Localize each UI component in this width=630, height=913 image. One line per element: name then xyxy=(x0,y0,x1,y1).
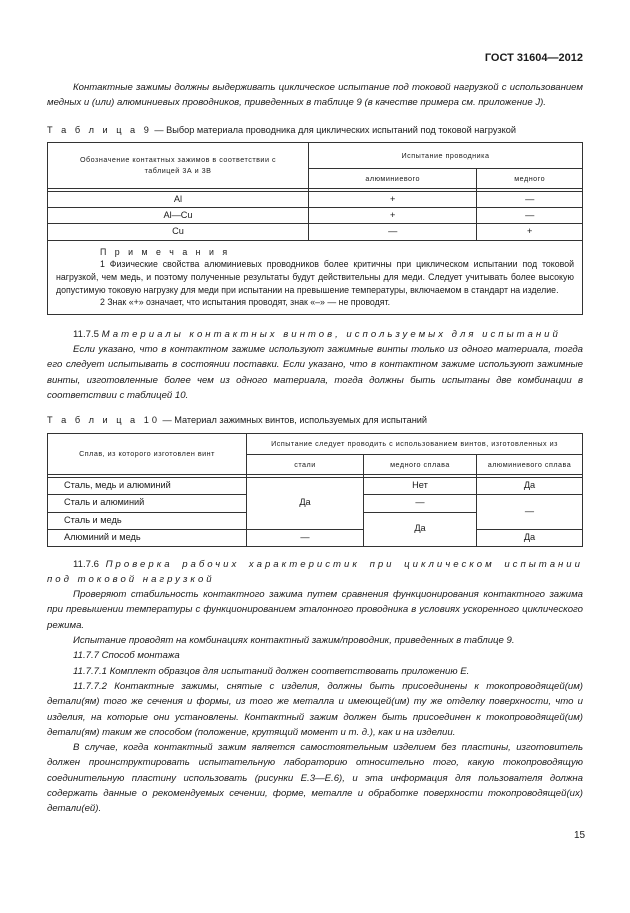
table10 xyxy=(47,433,583,547)
section-number: 11.7.5 xyxy=(73,328,102,340)
section-11-7-7-1: 11.7.7.1 Комплект образцов для испытаний должен соответствовать приложению Е. xyxy=(73,665,470,677)
doc-code-header: ГОСТ 31604—2012 xyxy=(484,52,583,64)
section-title: Проверка рабочих характеристик при циклическом испытании под токовой нагрузкой xyxy=(47,558,583,585)
section-11-7-5-text: Если указано, что в контактном зажиме используют зажимные винты только из одного материала, тогда его следует испытывать в состоянии поставки. Если указано, что в контактном зажиме используют зажимные винты, изготовленные более чем из одного материала, тогда должны быть испытаны две комбинации в соответствии с таблицей 10. xyxy=(47,344,583,401)
table10-subheader-steel: стали xyxy=(247,454,364,474)
table9-row-name: Al—Cu xyxy=(48,208,309,224)
table10-cell: — xyxy=(247,529,364,546)
table10-cell: Да xyxy=(477,529,583,546)
note-1: 1 Физические свойства алюминиевых проводников более критичны при циклическом испытании под токовой нагрузкой, чем медь, и поэтому полученные результаты будут действительны для меди. Следует учитывать более высокую допустимую токовую нагрузку для меди при испытании на превышение температуры, включаемом в стандарт на изделие. xyxy=(56,259,574,295)
table9-caption xyxy=(47,123,583,138)
table-row xyxy=(48,477,583,494)
page-content xyxy=(47,80,583,817)
section-11-7-7-2: 11.7.7.2 Контактные зажимы, снятые с изделия, должны быть присоединены к токопроводящей(им) детали(ям) того же сечения и формы, из того же металла и имеющей(им) ту же отделку поверхности, что и изделия, на которые они установлены. Контактный зажим должен быть присоединен к токопроводящей(им) детали(ям) таким же способом (положение, крутящий момент и т. д.), как и на изделии. xyxy=(47,680,583,738)
table9-cell: + xyxy=(309,208,477,224)
table9-subheader-al: алюминиевого xyxy=(309,168,477,188)
table10-row-name: Сталь и медь xyxy=(48,512,247,529)
table10-row-name: Сталь и алюминий xyxy=(48,494,247,512)
intro-paragraph: Контактные зажимы должны выдерживать циклическое испытание под токовой нагрузкой с использованием медных и (или) алюминиевых проводников, приведенных в таблице 9 (в качестве примера см. приложение J). xyxy=(47,82,583,109)
section-11-7-6-p2: Испытание проводят на комбинациях контактный зажим/проводник, приведенных в таблице 9. xyxy=(73,635,515,647)
table9-cell: — xyxy=(477,208,583,224)
table10-cell: Нет xyxy=(364,477,477,494)
section-11-7-5-heading xyxy=(47,327,583,342)
table10-cell: — xyxy=(477,494,583,529)
table9-row-name: Cu xyxy=(48,224,309,240)
section-11-7-7-title: 11.7.7 Способ монтажа xyxy=(73,650,180,662)
section-number: 11.7.6 xyxy=(73,558,106,570)
table10-caption-label: Т а б л и ц а 10 xyxy=(47,415,160,426)
table10-caption xyxy=(47,413,583,428)
section-11-7-7-p3: В случае, когда контактный зажим является самостоятельным изделием без пластины, изготовитель должен проинструктировать испытательную лабораторию относительно того, какую токопроводящую соединительную пластину использовать (рисунки Е.3—Е.6), и эта информация для пользователя должна содержать данные о рекомендуемых сечении, форме, металле и обработке поверхности токопроводящей(их) детали(ей). xyxy=(47,742,583,815)
table9-row-name: Al xyxy=(48,191,309,207)
table10-cell: Да xyxy=(364,512,477,546)
table10-cell: — xyxy=(364,494,477,512)
table-row xyxy=(48,529,583,546)
notes-title: П р и м е ч а н и я xyxy=(100,246,231,257)
table10-group-header: Испытание следует проводить с использованием винтов, изготовленных из xyxy=(247,433,583,454)
table9-col1-header: Обозначение контактных зажимов в соответствии с таблицей 3А и 3В xyxy=(48,142,309,188)
table10-row-name: Алюминий и медь xyxy=(48,529,247,546)
note-2: 2 Знак «+» означает, что испытания проводят, знак «–» — не проводят. xyxy=(100,297,391,308)
table10-cell: Да xyxy=(477,477,583,494)
table-row xyxy=(48,208,583,224)
table9-cell: + xyxy=(309,191,477,207)
section-11-7-6-heading xyxy=(47,557,583,588)
section-title: Материалы контактных винтов, используемых для испытаний xyxy=(101,328,561,340)
table9-cell: — xyxy=(477,191,583,207)
table10-subheader-al: алюминиевого сплава xyxy=(477,454,583,474)
table10-row-name: Сталь, медь и алюминий xyxy=(48,477,247,494)
table9-group-header: Испытание проводника xyxy=(309,142,583,168)
section-11-7-6-p1: Проверяют стабильность контактного зажима путем сравнения функционирования контактного зажима при превышении температуры с функционированием эталонного проводника в условиях ускоренного циклического режима. xyxy=(47,589,583,631)
table9-notes xyxy=(48,240,583,314)
table9-cell: + xyxy=(477,224,583,240)
table-row xyxy=(48,224,583,240)
table9-subheader-cu: медного xyxy=(477,168,583,188)
table9-caption-label: Т а б л и ц а 9 xyxy=(47,124,152,135)
table10-caption-text: — Материал зажимных винтов, используемых для испытаний xyxy=(159,415,428,426)
table9 xyxy=(47,142,583,315)
table9-cell: — xyxy=(309,224,477,240)
page-number: 15 xyxy=(574,830,586,841)
table9-caption-text: — Выбор материала проводника для циклических испытаний под токовой нагрузкой xyxy=(151,124,517,135)
table10-col1-header: Сплав, из которого изготовлен винт xyxy=(48,433,247,474)
table-row xyxy=(48,191,583,207)
table10-subheader-cu: медного сплава xyxy=(364,454,477,474)
table10-cell: Да xyxy=(247,477,364,529)
